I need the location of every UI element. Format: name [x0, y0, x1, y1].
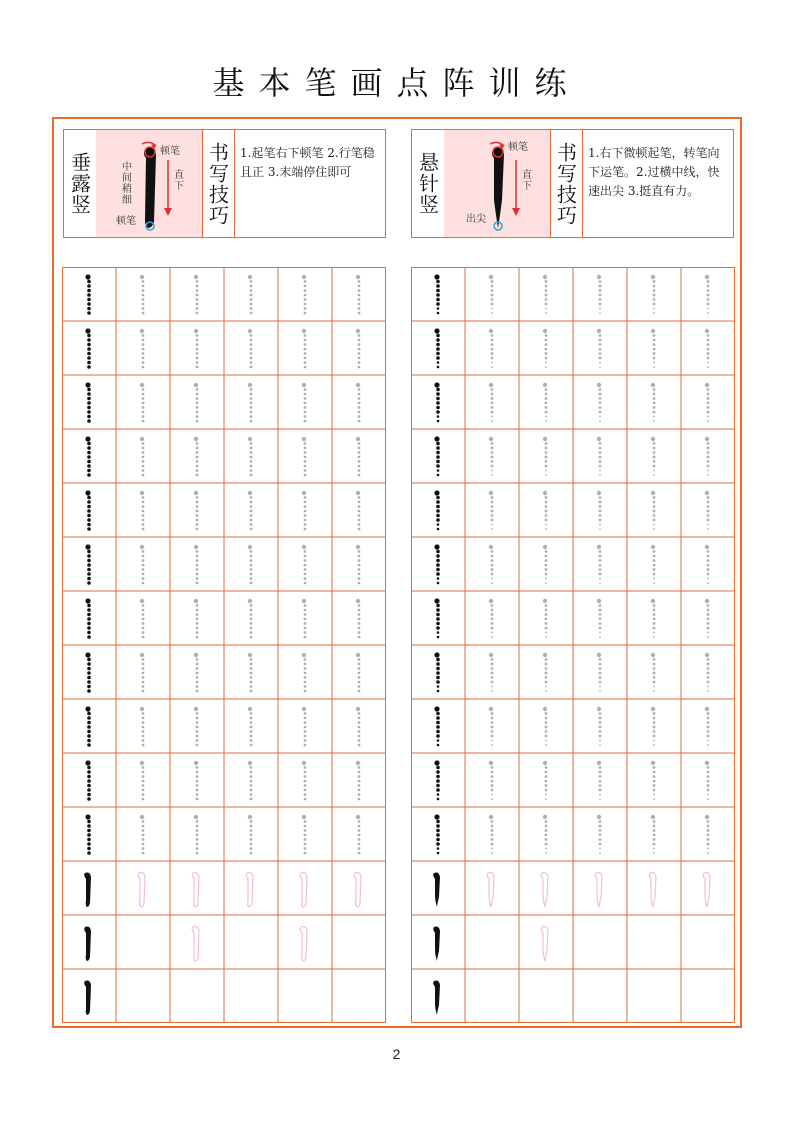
demo-end-label: 顿笔 — [116, 216, 136, 227]
outline-stroke-trace — [138, 873, 145, 908]
dotted-stroke-trace — [705, 707, 710, 746]
dotted-stroke-trace — [705, 437, 710, 476]
dotted-stroke-trace — [248, 599, 253, 639]
dotted-stroke-trace — [543, 653, 548, 692]
solid-stroke-sample — [84, 873, 91, 908]
solid-stroke-sample — [84, 981, 91, 1016]
practice-grid-svg — [411, 267, 735, 1023]
dotted-stroke-trace — [140, 761, 145, 801]
dotted-stroke-trace — [543, 599, 548, 638]
dotted-stroke-trace — [356, 275, 361, 315]
dotted-stroke-trace — [489, 545, 494, 584]
dotted-stroke-trace — [597, 815, 602, 854]
dotted-stroke-trace — [140, 545, 145, 585]
dotted-stroke-trace — [651, 275, 656, 314]
practice-grid-svg — [62, 267, 386, 1023]
page-title: 基本笔画点阵训练 — [212, 64, 581, 102]
outline-stroke-trace — [192, 927, 199, 962]
dotted-stroke-trace — [489, 383, 494, 422]
dotted-stroke-trace — [248, 275, 253, 315]
dotted-stroke-trace — [651, 815, 656, 854]
demo-direction-label: 直下 — [174, 170, 184, 192]
dotted-stroke-trace — [651, 545, 656, 584]
dotted-stroke-trace — [194, 383, 199, 423]
solid-stroke-sample — [433, 981, 440, 1016]
dotted-stroke-trace — [489, 599, 494, 638]
dotted-stroke-trace — [194, 275, 199, 315]
solid-stroke-sample — [433, 927, 440, 962]
dotted-stroke-trace — [194, 761, 199, 801]
dotted-stroke-trace — [302, 545, 307, 585]
left-tip-label: 书写技巧 — [202, 130, 235, 237]
dotted-stroke-trace — [356, 599, 361, 639]
dotted-stroke-trace — [651, 761, 656, 800]
dotted-stroke-trace — [140, 599, 145, 639]
dotted-stroke-trace — [140, 707, 145, 747]
dotted-stroke-trace — [597, 437, 602, 476]
demo-end-label: 出尖 — [466, 214, 486, 225]
dotted-stroke-sample — [434, 382, 439, 422]
dotted-stroke-sample — [85, 814, 90, 854]
vertical-dew-stroke-icon — [96, 130, 202, 237]
dotted-stroke-trace — [356, 815, 361, 855]
dotted-stroke-trace — [489, 275, 494, 314]
dotted-stroke-sample — [85, 274, 90, 314]
dotted-stroke-sample — [85, 328, 90, 368]
outline-stroke-trace — [541, 927, 548, 962]
dotted-stroke-trace — [194, 707, 199, 747]
dotted-stroke-trace — [705, 545, 710, 584]
solid-stroke-sample — [84, 927, 91, 962]
dotted-stroke-trace — [489, 437, 494, 476]
dotted-stroke-trace — [543, 275, 548, 314]
dotted-stroke-trace — [194, 653, 199, 693]
outline-stroke-trace — [541, 873, 548, 908]
dotted-stroke-trace — [248, 761, 253, 801]
dotted-stroke-trace — [597, 653, 602, 692]
right-demo-panel — [444, 130, 551, 237]
right-tip-label: 书写技巧 — [550, 130, 583, 237]
dotted-stroke-sample — [85, 436, 90, 476]
left-info-box — [63, 129, 386, 238]
dotted-stroke-sample — [434, 328, 439, 368]
dotted-stroke-trace — [489, 329, 494, 368]
dotted-stroke-trace — [543, 545, 548, 584]
dotted-stroke-trace — [248, 653, 253, 693]
dotted-stroke-sample — [434, 652, 439, 692]
dotted-stroke-trace — [248, 707, 253, 747]
dotted-stroke-trace — [597, 707, 602, 746]
dotted-stroke-trace — [248, 491, 253, 531]
dotted-stroke-trace — [194, 599, 199, 639]
solid-stroke-sample — [433, 873, 440, 908]
dotted-stroke-trace — [140, 383, 145, 423]
dotted-stroke-trace — [651, 491, 656, 530]
dotted-stroke-trace — [194, 437, 199, 477]
dotted-stroke-sample — [434, 760, 439, 800]
outline-stroke-trace — [649, 873, 656, 908]
dotted-stroke-sample — [434, 814, 439, 854]
demo-start-label: 顿笔 — [160, 146, 180, 157]
outline-stroke-trace — [595, 873, 602, 908]
dotted-stroke-trace — [705, 815, 710, 854]
dotted-stroke-trace — [705, 599, 710, 638]
dotted-stroke-trace — [140, 815, 145, 855]
demo-direction-label: 直下 — [522, 170, 532, 192]
dotted-stroke-trace — [140, 491, 145, 531]
dotted-stroke-trace — [194, 491, 199, 531]
dotted-stroke-trace — [651, 653, 656, 692]
dotted-stroke-trace — [302, 653, 307, 693]
right-tip-text: 1.右下微顿起笔，转笔向下运笔。2.过横中线，快速出尖 3.挺直有力。 — [588, 146, 720, 198]
outline-stroke-trace — [192, 873, 199, 908]
dotted-stroke-trace — [597, 545, 602, 584]
right-stroke-name: 悬针竖 — [412, 130, 445, 237]
dotted-stroke-trace — [248, 329, 253, 369]
dotted-stroke-trace — [543, 329, 548, 368]
outline-stroke-trace — [354, 873, 361, 908]
dotted-stroke-sample — [85, 598, 90, 638]
dotted-stroke-trace — [489, 815, 494, 854]
dotted-stroke-trace — [705, 329, 710, 368]
dotted-stroke-trace — [543, 815, 548, 854]
dotted-stroke-trace — [705, 383, 710, 422]
dotted-stroke-trace — [356, 437, 361, 477]
dotted-stroke-trace — [705, 653, 710, 692]
outline-stroke-trace — [487, 873, 494, 908]
dotted-stroke-trace — [651, 599, 656, 638]
outline-stroke-trace — [300, 873, 307, 908]
dotted-stroke-sample — [434, 274, 439, 314]
demo-start-label: 顿笔 — [508, 142, 528, 153]
demo-middle-label: 中间稍细 — [122, 162, 132, 206]
dotted-stroke-trace — [302, 491, 307, 531]
dotted-stroke-trace — [356, 545, 361, 585]
dotted-stroke-sample — [85, 652, 90, 692]
dotted-stroke-trace — [356, 707, 361, 747]
dotted-stroke-trace — [597, 383, 602, 422]
dotted-stroke-sample — [85, 382, 90, 422]
dotted-stroke-trace — [194, 545, 199, 585]
hanging-needle-stroke-icon — [444, 130, 550, 237]
dotted-stroke-trace — [705, 761, 710, 800]
left-practice-grid — [62, 267, 386, 1023]
dotted-stroke-trace — [705, 275, 710, 314]
dotted-stroke-trace — [356, 653, 361, 693]
left-tip-text: 1.起笔右下顿笔 2.行笔稳且正 3.末端停住即可 — [240, 146, 375, 179]
outline-stroke-trace — [300, 927, 307, 962]
dotted-stroke-trace — [543, 707, 548, 746]
dotted-stroke-trace — [651, 383, 656, 422]
dotted-stroke-trace — [543, 437, 548, 476]
dotted-stroke-trace — [543, 761, 548, 800]
dotted-stroke-trace — [302, 329, 307, 369]
dotted-stroke-sample — [434, 490, 439, 530]
dotted-stroke-trace — [248, 383, 253, 423]
dotted-stroke-trace — [194, 329, 199, 369]
outline-stroke-trace — [246, 873, 253, 908]
dotted-stroke-trace — [597, 491, 602, 530]
dotted-stroke-sample — [434, 598, 439, 638]
dotted-stroke-trace — [543, 383, 548, 422]
dotted-stroke-trace — [140, 329, 145, 369]
dotted-stroke-trace — [302, 815, 307, 855]
dotted-stroke-trace — [489, 491, 494, 530]
dotted-stroke-sample — [434, 544, 439, 584]
right-info-box — [411, 129, 734, 238]
dotted-stroke-trace — [489, 653, 494, 692]
dotted-stroke-trace — [651, 329, 656, 368]
dotted-stroke-trace — [248, 545, 253, 585]
dotted-stroke-trace — [489, 707, 494, 746]
page-number: 2 — [392, 1046, 401, 1062]
dotted-stroke-trace — [597, 599, 602, 638]
dotted-stroke-trace — [705, 491, 710, 530]
dotted-stroke-trace — [302, 707, 307, 747]
dotted-stroke-sample — [85, 544, 90, 584]
dotted-stroke-sample — [85, 706, 90, 746]
dotted-stroke-trace — [597, 329, 602, 368]
dotted-stroke-trace — [302, 761, 307, 801]
right-practice-grid — [411, 267, 735, 1023]
dotted-stroke-trace — [651, 437, 656, 476]
dotted-stroke-trace — [356, 383, 361, 423]
dotted-stroke-sample — [434, 436, 439, 476]
dotted-stroke-trace — [140, 653, 145, 693]
dotted-stroke-trace — [248, 437, 253, 477]
dotted-stroke-trace — [356, 491, 361, 531]
dotted-stroke-sample — [85, 490, 90, 530]
dotted-stroke-trace — [489, 761, 494, 800]
dotted-stroke-trace — [543, 491, 548, 530]
dotted-stroke-trace — [302, 383, 307, 423]
dotted-stroke-trace — [597, 275, 602, 314]
dotted-stroke-trace — [356, 761, 361, 801]
dotted-stroke-sample — [85, 760, 90, 800]
dotted-stroke-trace — [651, 707, 656, 746]
dotted-stroke-trace — [356, 329, 361, 369]
dotted-stroke-trace — [302, 599, 307, 639]
dotted-stroke-trace — [194, 815, 199, 855]
dotted-stroke-trace — [302, 275, 307, 315]
left-demo-panel — [96, 130, 203, 237]
dotted-stroke-trace — [597, 761, 602, 800]
left-stroke-name: 垂露竖 — [64, 130, 97, 237]
dotted-stroke-trace — [140, 437, 145, 477]
dotted-stroke-sample — [434, 706, 439, 746]
dotted-stroke-trace — [140, 275, 145, 315]
outline-stroke-trace — [703, 873, 710, 908]
dotted-stroke-trace — [248, 815, 253, 855]
dotted-stroke-trace — [302, 437, 307, 477]
